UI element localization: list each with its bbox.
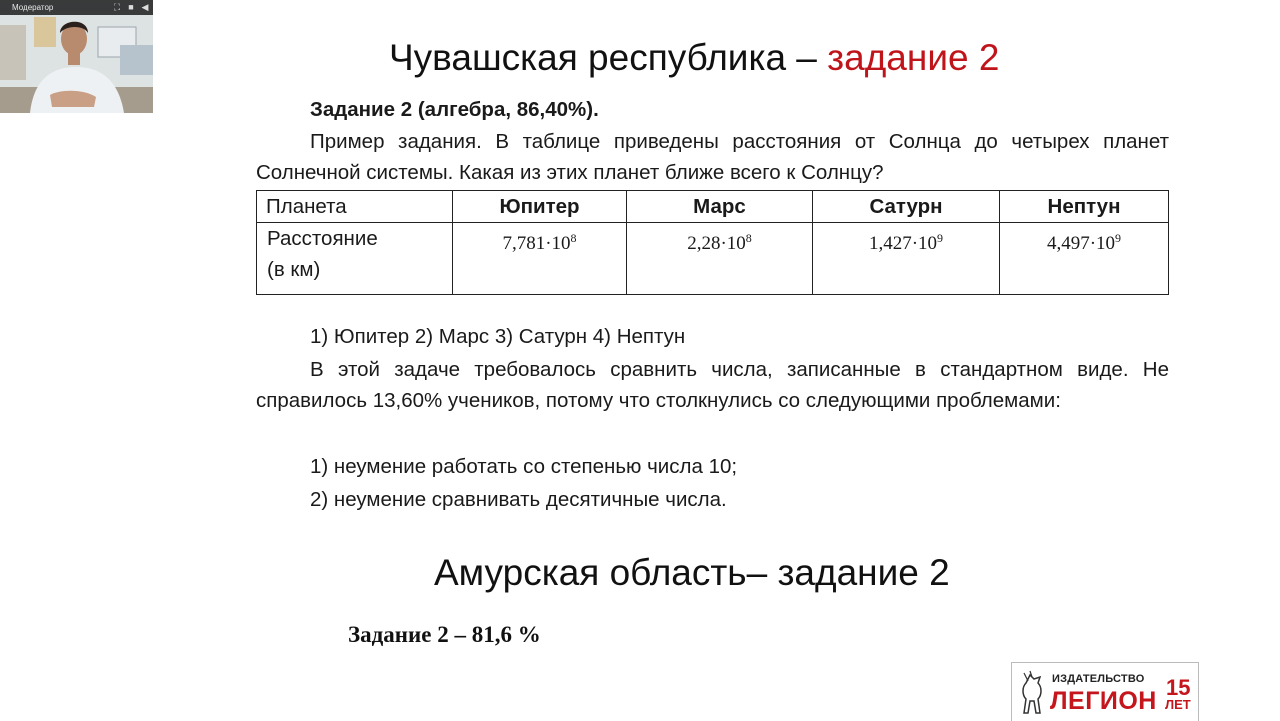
task-title: Задание 2 (алгебра, 86,40%).	[310, 98, 599, 121]
slide-title-text: Чувашская республика –	[389, 37, 828, 78]
answer-options: 1) Юпитер 2) Марс 3) Сатурн 4) Нептун	[310, 325, 686, 348]
table-header-cell: Юпитер	[453, 191, 627, 223]
table-row-label	[257, 223, 453, 295]
table-header-row	[257, 191, 1169, 223]
problem-item-1: 1) неумение работать со степенью числа 10;	[310, 455, 738, 478]
camera-icon[interactable]: ■	[128, 2, 134, 12]
value-mantissa: 1,427	[868, 233, 912, 254]
planets-table	[256, 190, 1169, 295]
value-exponent: 9	[1115, 231, 1122, 245]
slide-title-chuvash	[389, 36, 999, 80]
value-mantissa: 7,781	[502, 233, 546, 254]
logo-small-text: ИЗДАТЕЛЬСТВО	[1052, 673, 1145, 685]
explanation-text: В этой задаче требовалось сравнить числа, записанные в стандартном виде. Не справилось 13,60% учеников, потому что столкнулись со следующими проблемами:	[256, 358, 1169, 412]
slide-title-amur: Амурская область– задание 2	[434, 552, 950, 593]
table-header-cell: Сатурн	[813, 191, 1000, 223]
slide-title-accent: задание 2	[827, 37, 1000, 78]
horse-logo-icon	[1016, 669, 1048, 717]
value-exponent: 8	[570, 231, 577, 245]
task-prompt: Пример задания. В таблице приведены расстояния от Солнца до четырех планет Солнечной системы. Какая из этих планет ближе всего к Солнцу?	[256, 130, 1169, 184]
value-mantissa: 4,497	[1046, 233, 1090, 254]
publisher-logo	[1011, 662, 1199, 721]
webcam-panel	[0, 0, 153, 113]
problem-item-2: 2) неумение сравнивать десятичные числа.	[310, 488, 727, 511]
table-header-cell: Марс	[627, 191, 813, 223]
table-header-cell: Нептун	[1000, 191, 1169, 223]
logo-years: 15	[1166, 675, 1191, 700]
row-label-line2: (в км)	[267, 258, 321, 281]
table-cell: $7,781\cdot 10^8$	[453, 223, 627, 295]
value-mantissa: 2,28	[687, 233, 721, 254]
row-label-line1: Расстояние	[267, 227, 378, 250]
webcam-toolbar	[0, 0, 153, 15]
table-cell: $2,28\cdot 10^8$	[627, 223, 813, 295]
logo-years-label: ЛЕТ	[1165, 697, 1191, 712]
value-exponent: 9	[937, 231, 944, 245]
table-header-label: Планета	[257, 191, 453, 223]
webcam-title: Модератор	[12, 3, 54, 12]
table-row	[257, 223, 1169, 295]
amur-task-title: Задание 2 – 81,6 %	[348, 622, 541, 647]
table-cell: $1,427\cdot 10^9$	[813, 223, 1000, 295]
fullscreen-icon[interactable]: ⛶	[113, 2, 121, 12]
speaker-icon[interactable]: ◀	[141, 2, 149, 12]
value-exponent: 8	[745, 231, 752, 245]
table-cell: $4,497\cdot 10^9$	[1000, 223, 1169, 295]
webcam-video	[0, 15, 153, 113]
logo-brand: ЛЕГИОН	[1050, 687, 1157, 715]
